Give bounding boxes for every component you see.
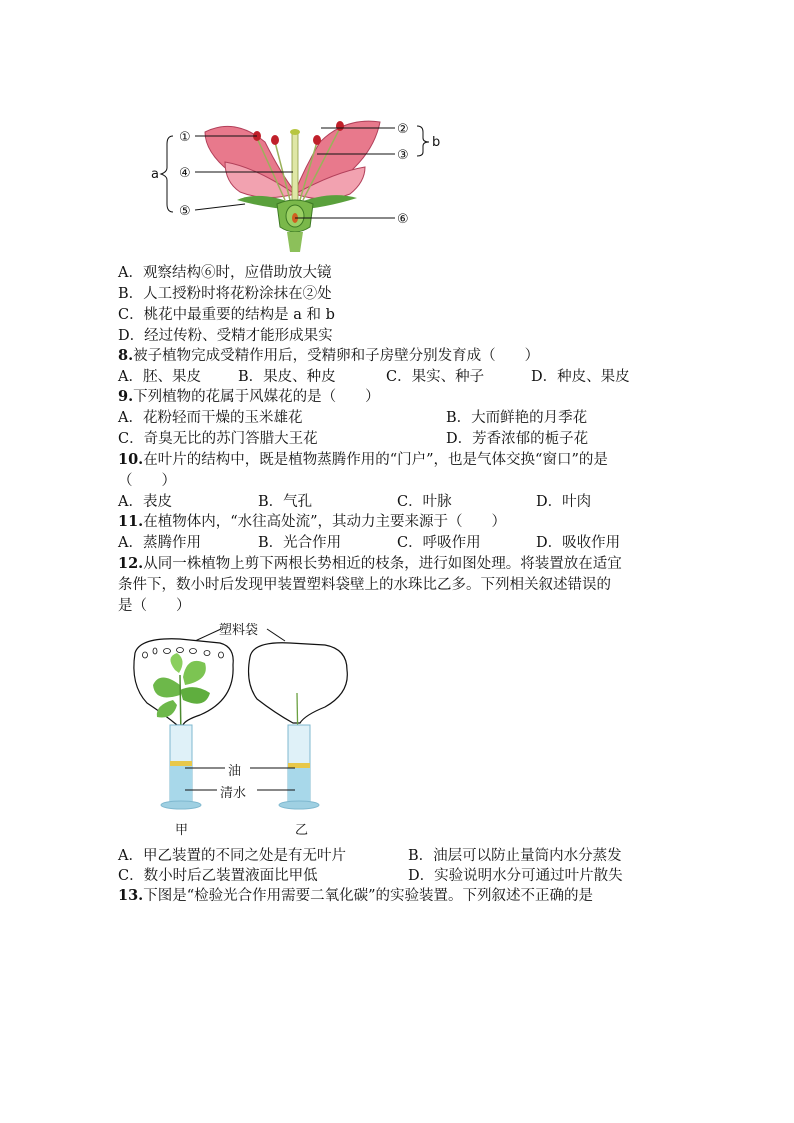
q10-text: 在叶片的结构中，既是植物蒸腾作用的“门户”，也是气体交换“窗口”的是 — [143, 452, 608, 468]
q11-option-c: C．呼吸作用 — [397, 535, 481, 551]
q12-stem-line2: 条件下，数小时后发现甲装置塑料袋壁上的水珠比乙多。下列相关叙述错误的 — [118, 577, 611, 593]
label-3: ③ — [397, 148, 409, 163]
q12-stem-line3: 是（ ） — [118, 598, 191, 614]
q12-option-d: D．实验说明水分可通过叶片散失 — [408, 868, 623, 884]
q9-number: 9. — [118, 388, 134, 405]
q8-option-a: A．胚、果皮 — [118, 369, 201, 385]
q7-option-c: C．桃花中最重要的结构是 a 和 b — [118, 307, 335, 323]
bracket-a-label: a — [151, 167, 159, 182]
q10-stem-line2: （ ） — [118, 473, 176, 489]
q11-option-a: A．蒸腾作用 — [118, 535, 201, 551]
q9-option-d: D．芳香浓郁的栀子花 — [446, 431, 589, 447]
label-6: ⑥ — [397, 212, 409, 227]
transpiration-figure — [125, 615, 360, 840]
q7-option-b: B．人工授粉时将花粉涂抹在②处 — [118, 286, 332, 302]
q11-option-b: B．光合作用 — [258, 535, 342, 551]
flower-figure — [145, 112, 445, 257]
q8-stem — [118, 346, 539, 366]
q11-option-d: D．吸收作用 — [536, 535, 621, 551]
bag-label: 塑料袋 — [219, 623, 259, 638]
q7-option-a: A．观察结构⑥时，应借助放大镜 — [118, 265, 332, 281]
right-setup-label: 乙 — [295, 823, 309, 838]
q12-text: 从同一株植物上剪下两根长势相近的枝条，进行如图处理。将装置放在适宜 — [143, 556, 622, 572]
q8-option-b: B．果皮、种皮 — [238, 369, 336, 385]
label-4: ④ — [179, 166, 191, 181]
q11-stem — [118, 512, 506, 532]
q13-text: 下图是“检验光合作用需要二氧化碳”的实验装置。下列叙述不正确的是 — [143, 888, 594, 904]
label-1: ① — [179, 130, 191, 145]
q10-number: 10. — [118, 451, 144, 468]
q10-option-d: D．叶肉 — [536, 494, 592, 510]
q10-option-c: C．叶脉 — [397, 494, 452, 510]
q12-option-b: B．油层可以防止量筒内水分蒸发 — [408, 848, 622, 864]
q12-option-a: A．甲乙装置的不同之处是有无叶片 — [118, 848, 346, 864]
q10-option-a: A．表皮 — [118, 494, 172, 510]
q11-text: 在植物体内，“水往高处流”，其动力主要来源于（ ） — [143, 514, 507, 530]
q10-option-b: B．气孔 — [258, 494, 313, 510]
q12-stem — [118, 554, 622, 574]
q9-option-a: A．花粉轻而干燥的玉米雄花 — [118, 410, 303, 426]
q13-stem — [118, 886, 593, 906]
left-setup-label: 甲 — [175, 823, 189, 838]
q12-option-c: C．数小时后乙装置液面比甲低 — [118, 868, 318, 884]
bracket-b-label: b — [432, 135, 441, 150]
label-5: ⑤ — [179, 204, 191, 219]
label-2: ② — [397, 122, 409, 137]
q9-text: 下列植物的花属于风媒花的是（ ） — [133, 389, 380, 405]
oil-label: 油 — [228, 764, 242, 779]
q8-option-d: D．种皮、果皮 — [531, 369, 630, 385]
q9-option-b: B．大而鲜艳的月季花 — [446, 410, 588, 426]
water-label: 清水 — [220, 786, 247, 801]
q8-option-c: C．果实、种子 — [386, 369, 485, 385]
q12-number: 12. — [118, 555, 144, 572]
q8-number: 8. — [118, 347, 134, 364]
q7-option-d: D．经过传粉、受精才能形成果实 — [118, 328, 333, 344]
q13-number: 13. — [118, 887, 144, 904]
q8-text: 被子植物完成受精作用后，受精卵和子房壁分别发育成（ ） — [133, 348, 540, 364]
q11-number: 11. — [118, 513, 144, 530]
q9-option-c: C．奇臭无比的苏门答腊大王花 — [118, 431, 318, 447]
q9-stem — [118, 387, 380, 407]
q10-stem — [118, 450, 608, 470]
